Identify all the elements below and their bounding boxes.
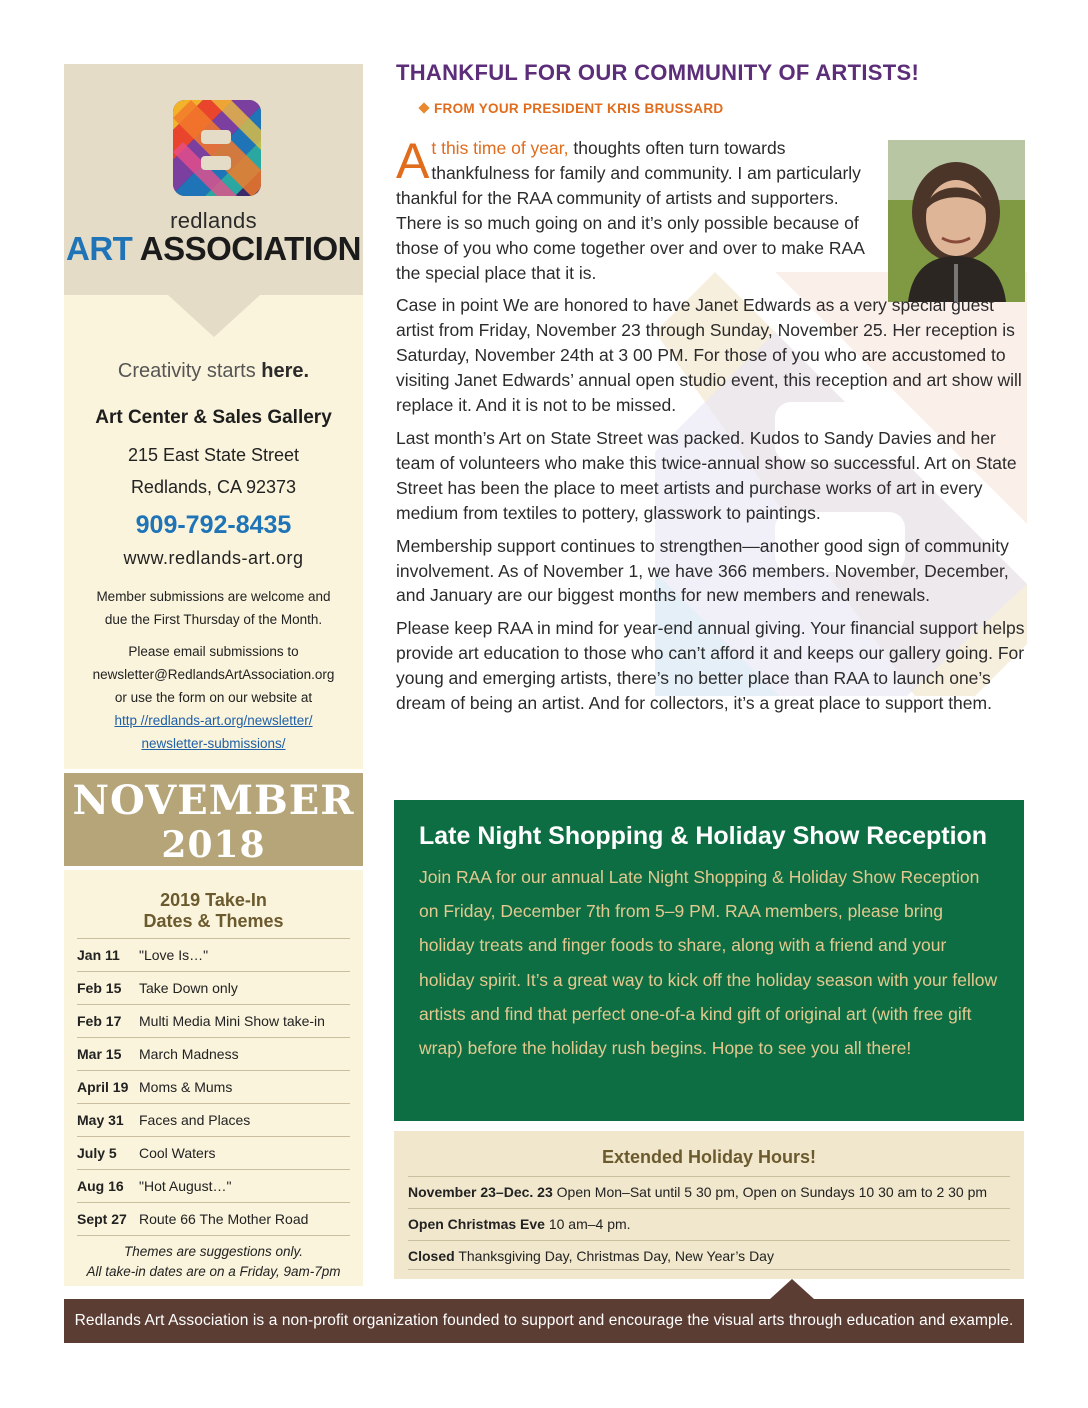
article-paragraph-1 xyxy=(396,133,880,285)
take-in-note-1: Themes are suggestions only. xyxy=(123,1244,304,1259)
table-row xyxy=(77,1137,350,1170)
website-link[interactable]: www.redlands-art.org xyxy=(123,548,304,568)
submission-url-part-1[interactable]: http //redlands-art.org/newsletter/ xyxy=(114,713,313,728)
take-in-theme: Route 66 The Mother Road xyxy=(139,1211,309,1227)
raa-logo-icon xyxy=(173,100,261,196)
issue-month: NOVEMBER xyxy=(72,777,355,824)
take-in-note-2: All take-in dates are on a Friday, 9am-7pm xyxy=(86,1264,341,1279)
take-in-date: April 19 xyxy=(77,1079,129,1095)
table-row xyxy=(77,972,350,1005)
issue-year: 2018 xyxy=(161,824,266,866)
holiday-hours-list xyxy=(408,1176,1010,1270)
article-body xyxy=(396,133,1028,724)
article-title: THANKFUL FOR OUR COMMUNITY OF ARTISTS! xyxy=(396,60,920,85)
take-in-date: Feb 17 xyxy=(77,1013,122,1029)
submission-link-1[interactable] xyxy=(64,709,363,732)
logo-area xyxy=(64,64,363,295)
take-in-theme: Moms & Mums xyxy=(139,1079,233,1095)
table-row xyxy=(77,939,350,972)
submissions-note-1: Member submissions are welcome and xyxy=(96,589,331,604)
email-note: Please email submissions to xyxy=(128,644,299,659)
article-paragraph-3: Last month’s Art on State Street was packed. Kudos to Sandy Davies and her team of volunteers who make this twice-annual show so successful. Art on State Street has been the place to meet artists and purchase works of art in every medium from textiles to pottery, glasswork to paintings. xyxy=(396,427,1017,523)
take-in-date: July 5 xyxy=(77,1145,117,1161)
issue-date-band xyxy=(64,773,363,866)
article-paragraph-2: Case in point We are honored to have Janet Edwards as a very special guest artist from Friday, November 23 through Sunday, November 25. Her reception is Saturday, November 24th at 3 00 PM. For those of you who are accustomed to visiting Janet Edwards’ annual open studio event, this reception and art show will replace it. And it is not to be missed. xyxy=(396,295,1022,416)
take-in-theme: "Hot August…" xyxy=(139,1178,232,1194)
take-in-title-2: Dates & Themes xyxy=(143,911,284,931)
footer-banner: Redlands Art Association is a non-profit organization founded to support and encourage the visual arts through education and example. xyxy=(64,1299,1024,1343)
address-city: Redlands, CA 92373 xyxy=(130,477,297,497)
article-paragraph-5: Please keep RAA in mind for year-end annual giving. Your financial support helps provide art education to those who can’t afford it and keeps our gallery going. For young and emerging artists, there’s no better place than RAA to launch one’s dream of being an artist. And for collectors, it’s a great place to support them. xyxy=(396,618,1025,714)
tagline-text: Creativity starts xyxy=(117,360,262,382)
submission-link-2[interactable] xyxy=(64,732,363,755)
take-in-date: Jan 11 xyxy=(77,947,120,963)
take-in-date: Feb 15 xyxy=(77,980,122,996)
hours-label: Closed xyxy=(408,1248,455,1264)
table-row xyxy=(77,1038,350,1071)
take-in-table xyxy=(77,938,350,1236)
take-in-theme: Multi Media Mini Show take-in xyxy=(139,1013,325,1029)
article-paragraph-4: Membership support continues to strengthen—another good sign of community involvement. As of November 1, we have 366 members. November, December, and January are our biggest months for new members and renewals. xyxy=(396,535,1009,606)
contact-info xyxy=(64,295,363,769)
lead-phrase: t this time of year, xyxy=(431,138,569,158)
article-byline xyxy=(434,101,723,116)
submission-url-part-2[interactable]: newsletter-submissions/ xyxy=(141,736,286,751)
table-row xyxy=(77,1071,350,1104)
take-in-theme: Cool Waters xyxy=(139,1145,216,1161)
logo-wordmark-small: redlands xyxy=(170,208,257,233)
footer-pointer xyxy=(770,1279,814,1299)
late-night-body: Join RAA for our annual Late Night Shopping & Holiday Show Reception on Friday, December 7th from 5–9 PM. RAA members, please bring holiday treats and finger foods to share, along with a friend and your holiday spirit. It’s a great way to kick off the holiday season with your fellow artists and find that perfect one-of-a kind gift of original art (with free gift wrap) before the holiday rush begins. Hope to see you all there! xyxy=(419,867,998,1059)
table-row xyxy=(77,1104,350,1137)
take-in-title-1: 2019 Take-In xyxy=(160,890,267,910)
submissions-note-2: due the First Thursday of the Month. xyxy=(104,612,323,627)
hours-text: Thanksgiving Day, Christmas Day, New Year’s Day xyxy=(458,1248,774,1264)
hours-label: November 23–Dec. 23 xyxy=(408,1184,553,1200)
gallery-name: Art Center & Sales Gallery xyxy=(95,407,332,428)
holiday-hours-title: Extended Holiday Hours! xyxy=(601,1147,817,1167)
byline-text: FROM YOUR PRESIDENT KRIS BRUSSARD xyxy=(434,101,724,116)
take-in-dates xyxy=(64,870,363,1286)
logo-pointer xyxy=(168,295,260,337)
table-row xyxy=(77,1005,350,1038)
holiday-hours-box xyxy=(394,1131,1024,1279)
logo-word-association: ASSOCIATION xyxy=(139,230,361,267)
take-in-theme: Take Down only xyxy=(139,980,238,996)
form-note: or use the form on our website at xyxy=(114,690,313,705)
take-in-theme: "Love Is…" xyxy=(139,947,209,963)
drop-cap: A xyxy=(396,133,430,189)
table-row xyxy=(77,1203,350,1236)
tagline-emphasis: here. xyxy=(261,360,310,382)
take-in-theme: Faces and Places xyxy=(139,1112,251,1128)
hours-text: Open Mon–Sat until 5 30 pm, Open on Sundays 10 30 am to 2 30 pm xyxy=(556,1184,988,1200)
tagline xyxy=(64,360,363,383)
sidebar xyxy=(64,64,363,1286)
hours-text: 10 am–4 pm. xyxy=(548,1216,631,1232)
take-in-date: Sept 27 xyxy=(77,1211,127,1227)
take-in-date: Aug 16 xyxy=(77,1178,124,1194)
hours-label: Open Christmas Eve xyxy=(408,1216,545,1232)
list-item xyxy=(408,1209,1010,1241)
paragraph-1-text: thoughts often turn towards thankfulness for family and community. I am particularly thankful for the RAA community of artists and supporters. There is so much going on and it’s only possible because of those of you who come together over and over to make RAA the special place that it is. xyxy=(396,138,864,283)
table-row xyxy=(77,1170,350,1203)
address-street: 215 East State Street xyxy=(127,445,300,465)
late-night-box xyxy=(394,800,1024,1121)
list-item xyxy=(408,1241,1010,1270)
logo-wordmark-large xyxy=(64,230,363,268)
take-in-date: Mar 15 xyxy=(77,1046,122,1062)
logo-word-art: ART xyxy=(65,230,133,267)
take-in-date: May 31 xyxy=(77,1112,124,1128)
phone-number[interactable]: 909-792-8435 xyxy=(135,511,292,539)
diamond-bullet-icon xyxy=(418,102,429,113)
list-item xyxy=(408,1177,1010,1209)
late-night-title: Late Night Shopping & Holiday Show Reception xyxy=(419,822,988,850)
take-in-theme: March Madness xyxy=(139,1046,239,1062)
email-address[interactable]: newsletter@RedlandsArtAssociation.org xyxy=(92,667,335,682)
